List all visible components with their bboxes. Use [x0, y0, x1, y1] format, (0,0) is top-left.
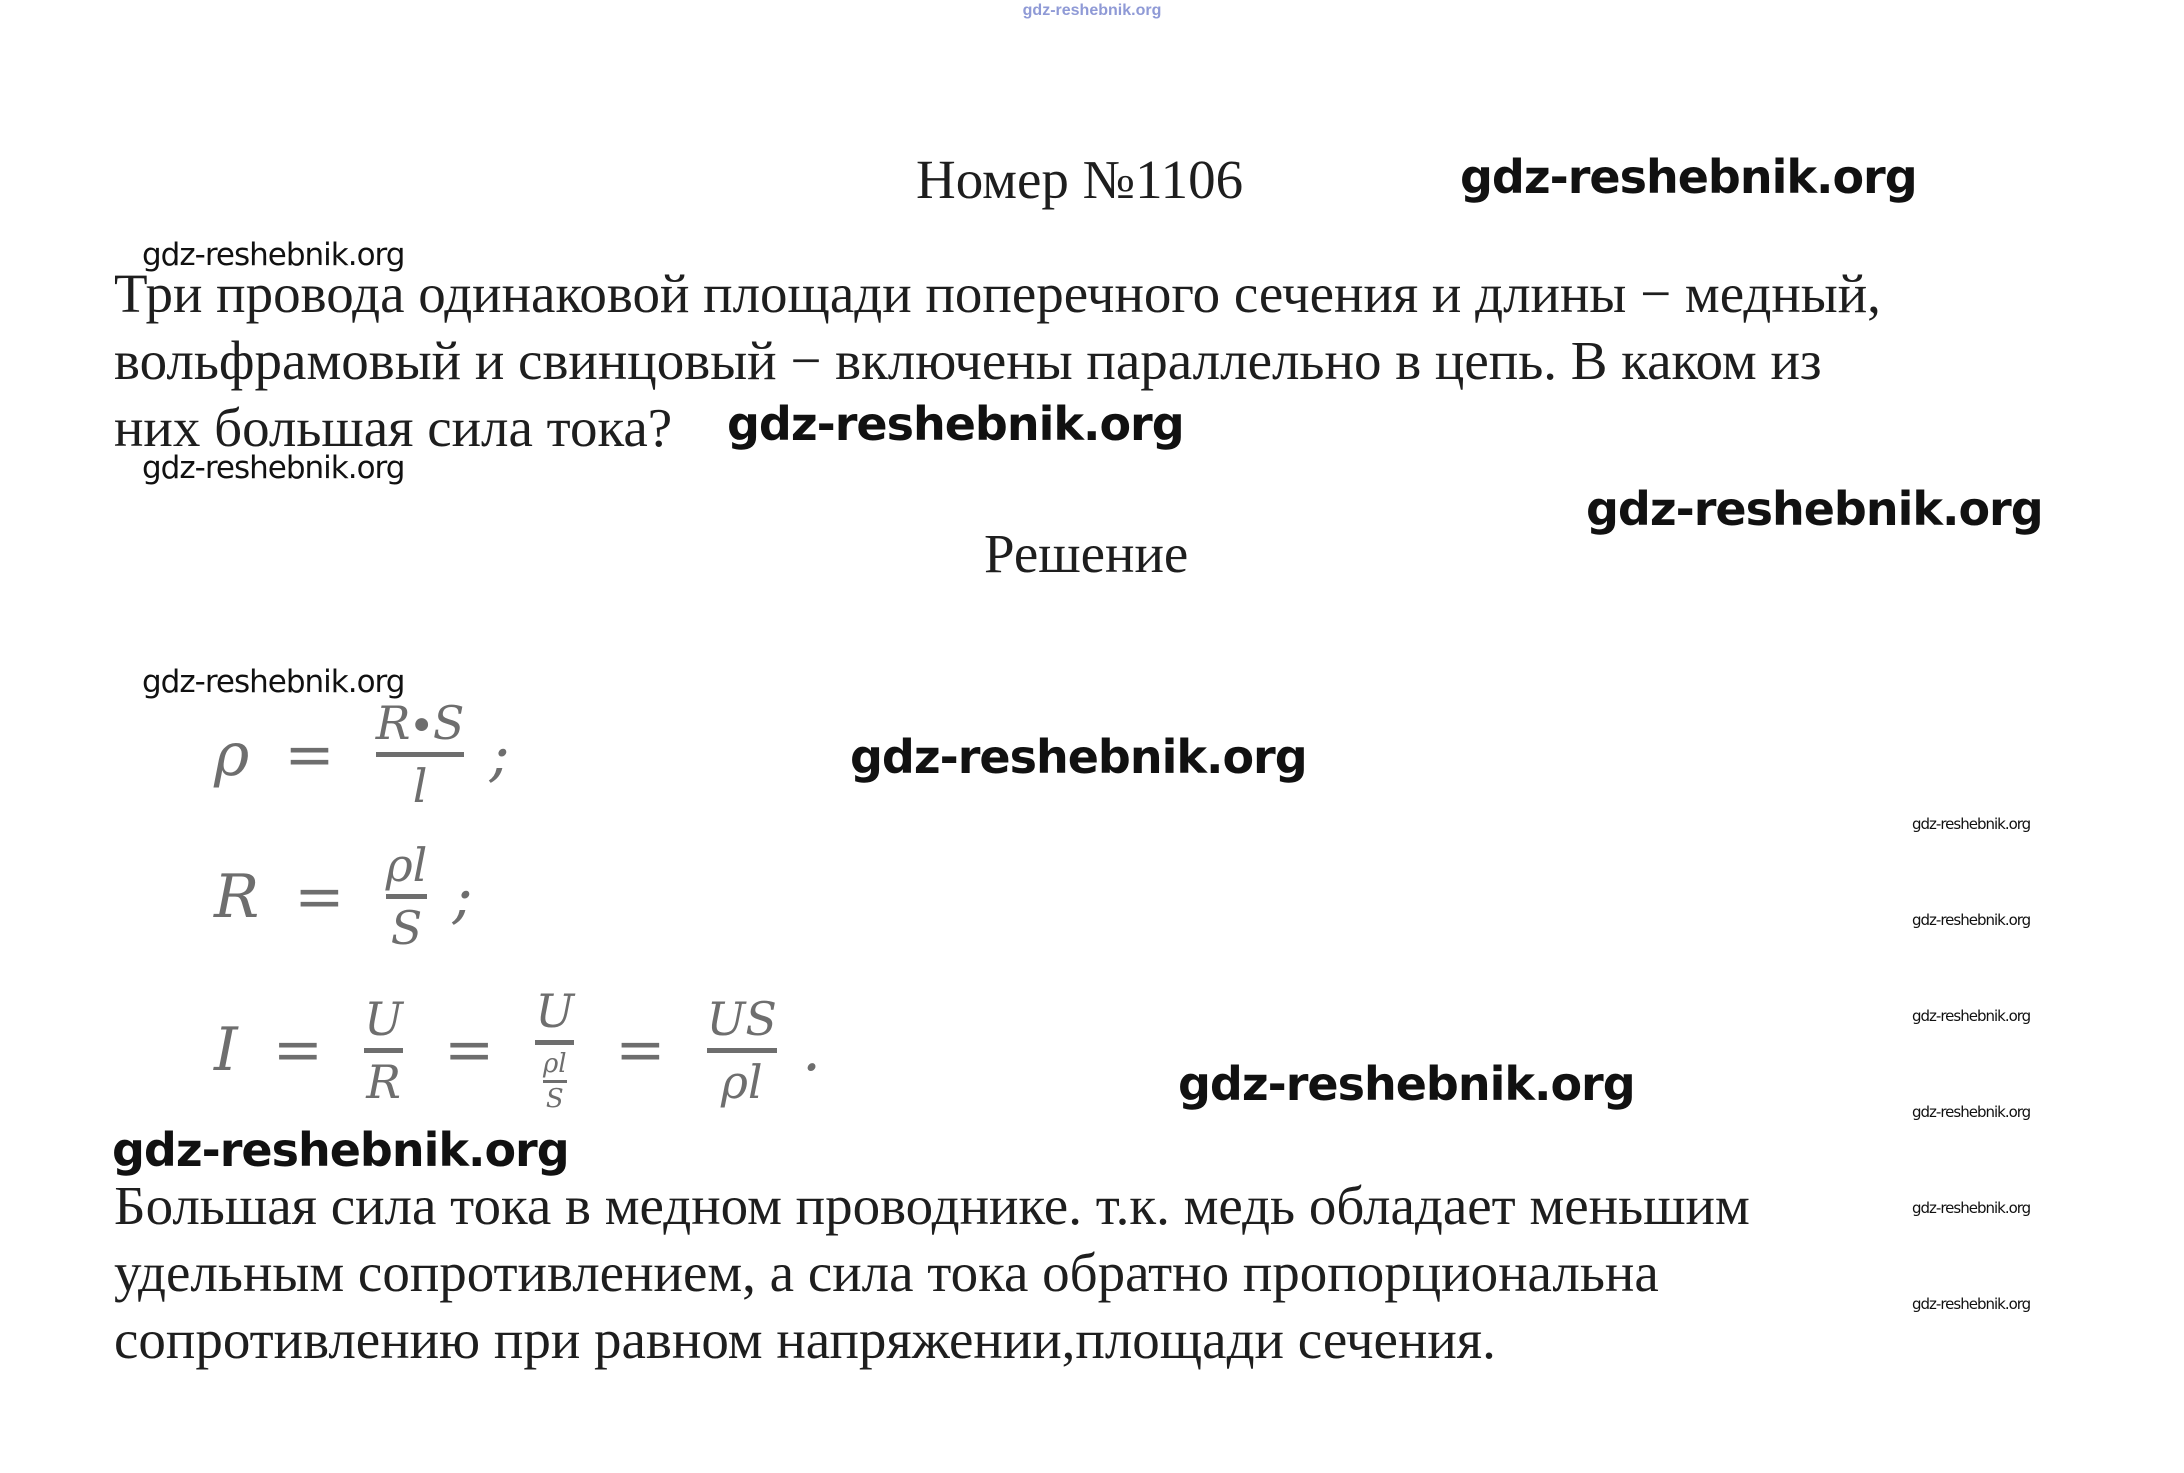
- answer-line: Большая сила тока в медном проводнике. т.к. медь обладает меньшим: [114, 1175, 1750, 1236]
- formula-resistivity: [214, 696, 510, 813]
- formula-resistance: [214, 838, 473, 955]
- watermark: gdz-reshebnik.org: [1912, 1103, 2031, 1121]
- fraction-denominator: S: [390, 901, 423, 955]
- formula-symbol: R: [214, 861, 260, 932]
- formula-operator: =: [444, 1015, 495, 1085]
- answer-line: удельным сопротивлением, а сила тока обратно пропорциональна: [114, 1242, 1659, 1303]
- watermark: gdz-reshebnik.org: [1912, 911, 2031, 929]
- answer-line: сопротивлению при равном напряжении,площади сечения.: [114, 1309, 1496, 1370]
- fraction-bar: [543, 1080, 567, 1083]
- formula-separator: .: [801, 1015, 822, 1085]
- formula-fraction: [385, 838, 428, 955]
- fraction-denominator: R: [366, 1054, 401, 1109]
- watermark: gdz-reshebnik.org: [112, 1123, 569, 1177]
- fraction-nested: [535, 1051, 574, 1112]
- formula-fraction: [706, 991, 777, 1109]
- problem-line: них большая сила тока?: [114, 397, 673, 458]
- formula-operator: =: [284, 719, 335, 790]
- fraction-numerator: US: [706, 991, 777, 1046]
- watermark: gdz-reshebnik.org: [1912, 1199, 2031, 1217]
- formula-current: [214, 984, 822, 1114]
- problem-line: вольфрамовый и свинцовый − включены параллельно в цепь. В каком из: [114, 330, 1822, 391]
- fraction-denominator: l: [412, 759, 428, 813]
- watermark: gdz-reshebnik.org: [142, 664, 405, 700]
- fraction-bar: [376, 752, 465, 757]
- formula-symbol: ρ: [214, 719, 250, 790]
- watermark: gdz-reshebnik.org: [727, 397, 1184, 451]
- page-title: Номер №1106: [916, 149, 1244, 210]
- watermark: gdz-reshebnik.org: [142, 237, 405, 273]
- watermark: gdz-reshebnik.org: [1460, 150, 1917, 204]
- fraction-bar: [364, 1048, 403, 1053]
- fraction-numerator: ρl: [385, 838, 428, 892]
- formula-separator: ;: [452, 861, 473, 932]
- watermark: gdz-reshebnik.org: [1912, 1295, 2031, 1313]
- formula-fraction: [364, 991, 403, 1109]
- watermark: gdz-reshebnik.org: [1586, 482, 2043, 536]
- top-watermark: gdz-reshebnik.org: [1022, 2, 1162, 19]
- watermark: gdz-reshebnik.org: [850, 730, 1307, 784]
- fraction-denominator: ρl: [720, 1054, 763, 1109]
- nested-fraction: [543, 1051, 567, 1112]
- formula-operator: =: [615, 1015, 666, 1085]
- formula-symbol: I: [214, 1015, 238, 1085]
- fraction-numerator: ρl: [542, 1049, 567, 1079]
- fraction-bar: [386, 894, 428, 899]
- formula-operator: =: [294, 861, 345, 932]
- fraction-numerator: U: [364, 991, 403, 1046]
- fraction-bar: [707, 1048, 777, 1053]
- watermark: gdz-reshebnik.org: [142, 450, 405, 486]
- fraction-numerator: R∙S: [375, 696, 465, 750]
- watermark: gdz-reshebnik.org: [1178, 1057, 1635, 1111]
- problem-line: Три провода одинаковой площади поперечного сечения и длины − медный,: [114, 263, 1881, 324]
- fraction-denominator: S: [545, 1084, 564, 1114]
- formula-fraction: [375, 696, 465, 813]
- watermark: gdz-reshebnik.org: [1912, 1007, 2031, 1025]
- fraction-numerator: U: [535, 984, 575, 1038]
- formula-operator: =: [272, 1015, 324, 1085]
- formula-fraction: [535, 984, 575, 1114]
- answer-text: [114, 1172, 1750, 1373]
- fraction-bar: [535, 1040, 574, 1045]
- watermark: gdz-reshebnik.org: [1912, 815, 2031, 833]
- formula-separator: ;: [489, 719, 510, 790]
- solution-heading: Решение: [984, 523, 1189, 584]
